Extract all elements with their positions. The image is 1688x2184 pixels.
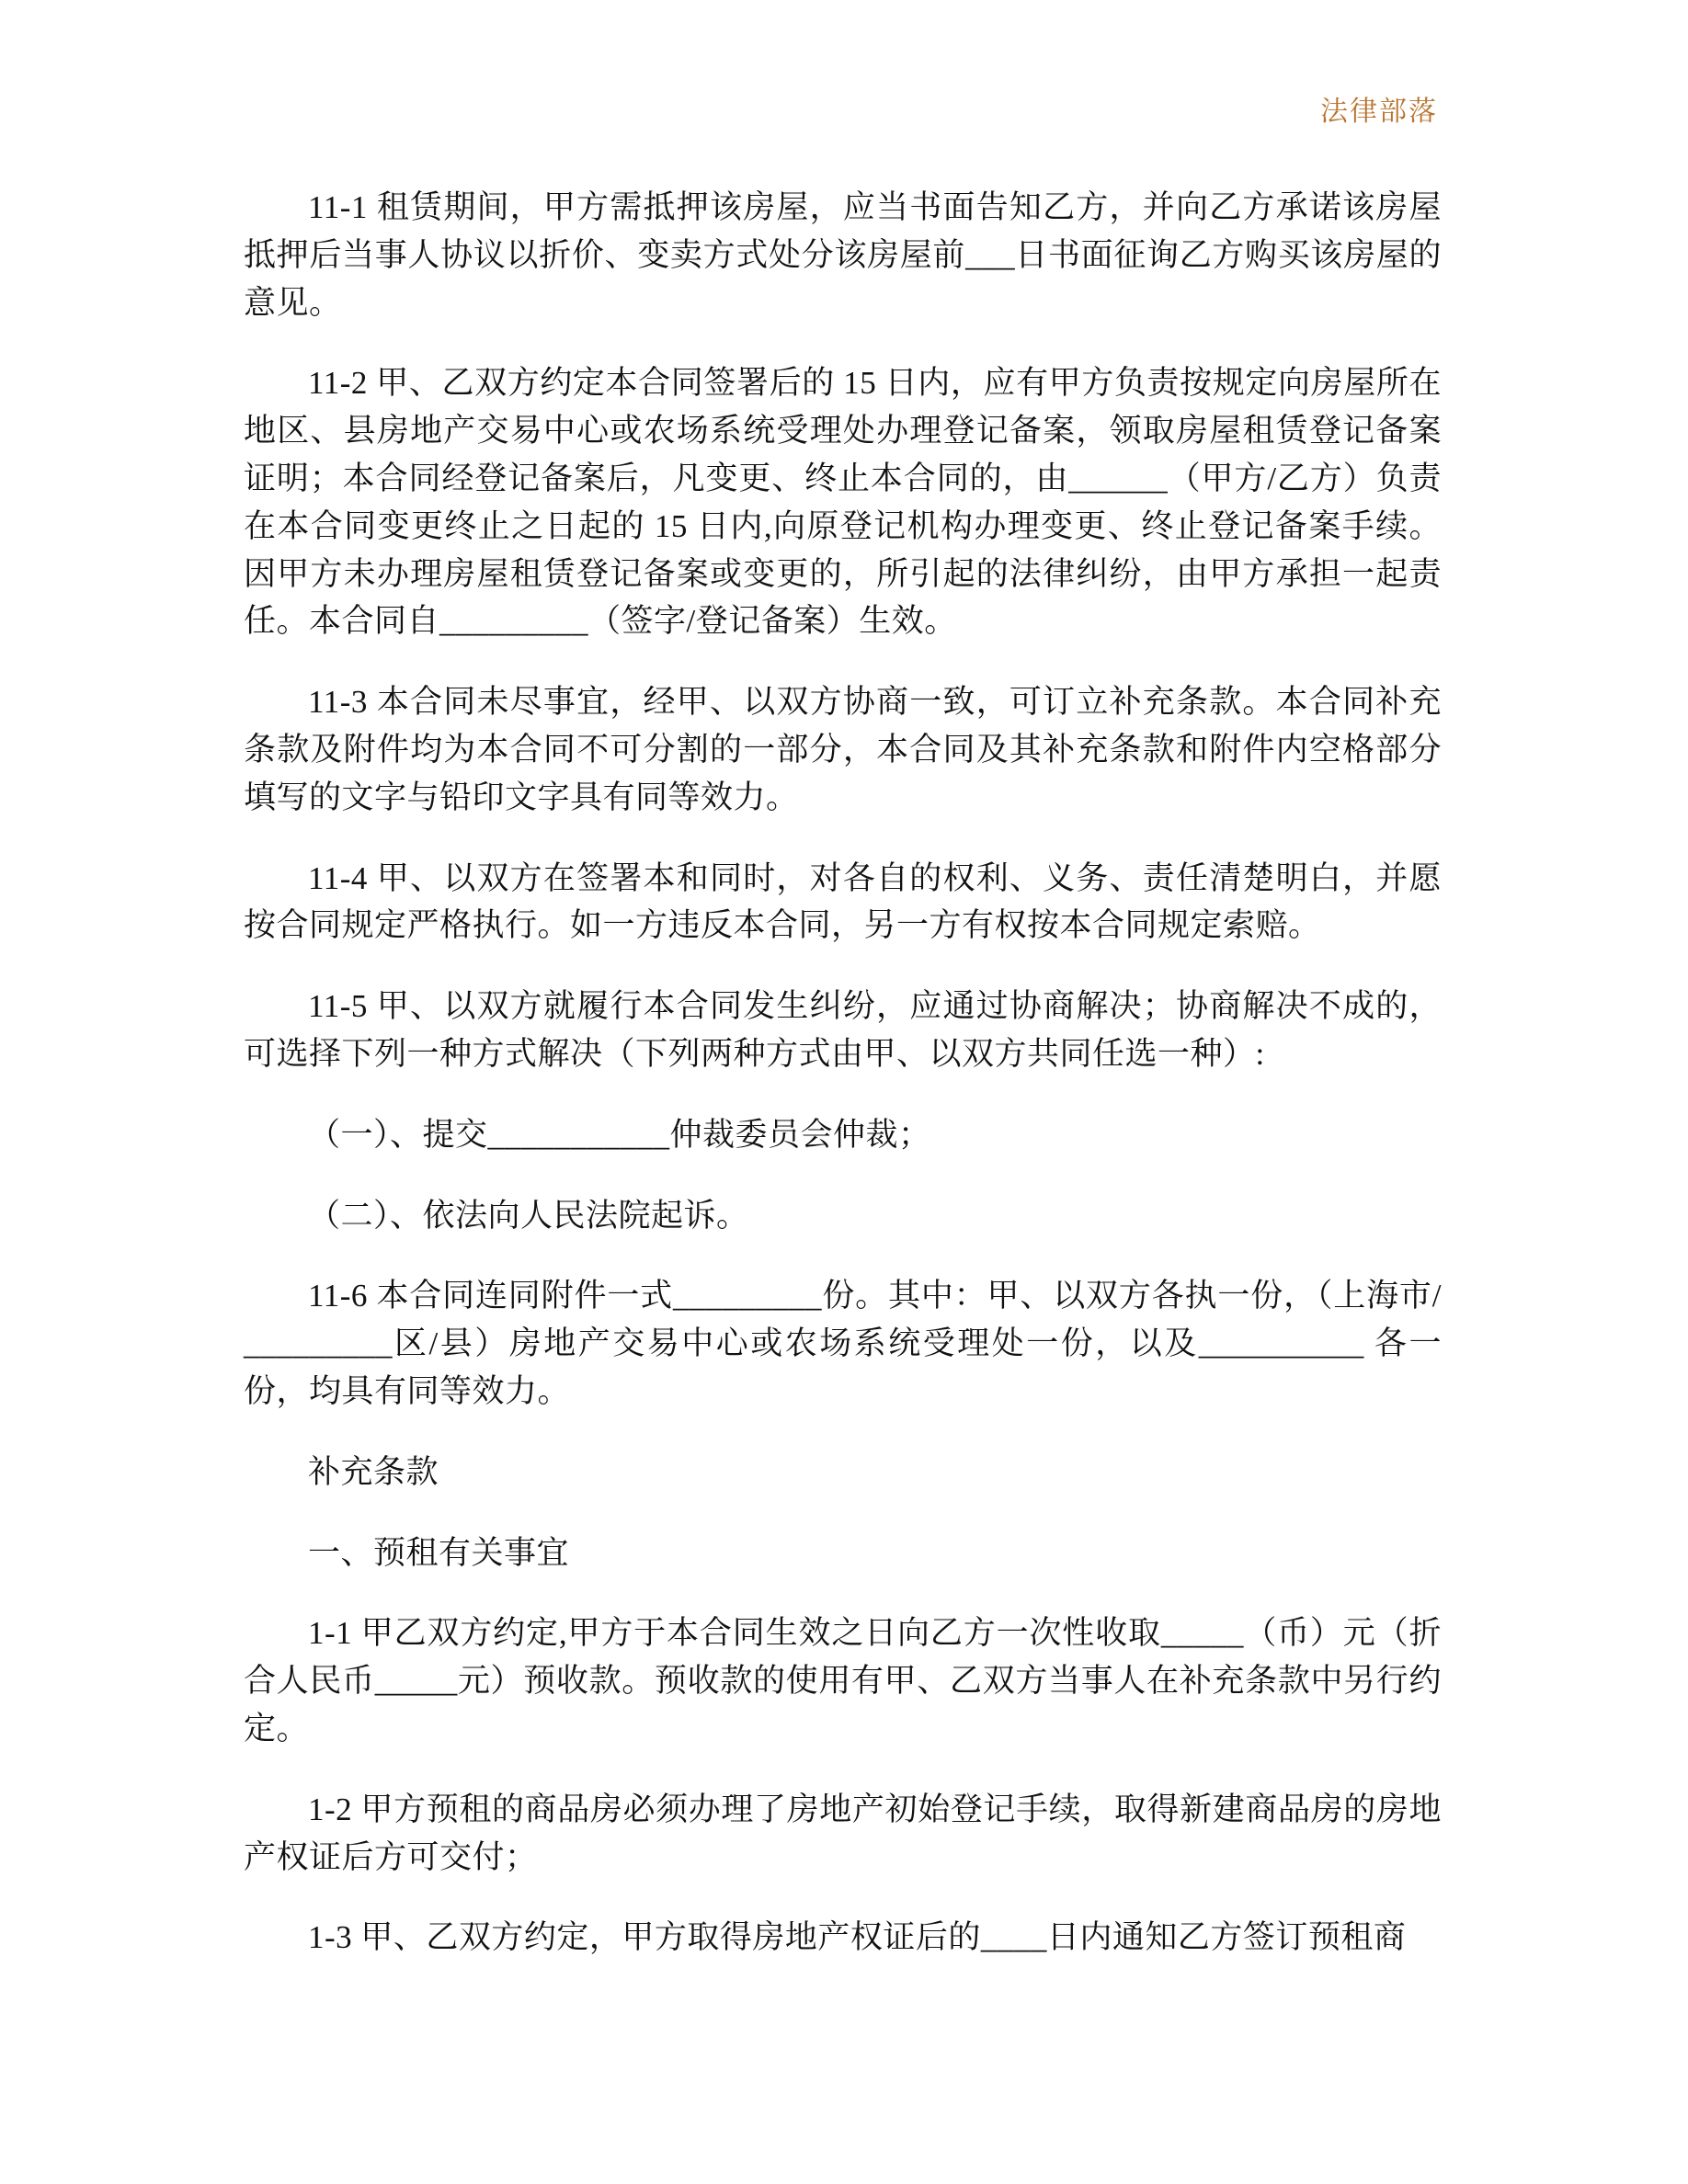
section-title-prelease-matters: 一、预租有关事宜 (308, 1534, 570, 1571)
site-watermark: 法律部落 (1320, 97, 1438, 127)
paragraph-clause-1-2: 1-2 甲方预租的商品房必须办理了房地产初始登记手续，取得新建商品房的房地产权证后方可交付； (244, 1791, 1442, 1875)
paragraph-clause-1-3: 1-3 甲、乙双方约定，甲方取得房地产权证后的____日内通知乙方签订预租商 (308, 1919, 1407, 1956)
paragraph-clause-1-1: 1-1 甲乙双方约定,甲方于本合同生效之日向乙方一次性收取_____（币）元（折合人民币_____元）预收款。预收款的使用有甲、乙双方当事人在补充条款中另行约定。 (244, 1615, 1442, 1746)
paragraph-clause-11-6: 11-6 本合同连同附件一式_________份。其中：甲、以双方各执一份，（上海市/_________区/县）房地产交易中心或农场系统受理处一份，以及__________ 各一份，均具有同等效力。 (244, 1278, 1442, 1409)
paragraph-clause-11-3: 11-3 本合同未尽事宜，经甲、以双方协商一致，可订立补充条款。本合同补充条款及附件均为本合同不可分割的一部分，本合同及其补充条款和附件内空格部分填写的文字与铅印文字具有同等效力。 (244, 684, 1442, 815)
contract-body (244, 184, 1442, 1995)
paragraph-clause-11-5: 11-5 甲、以双方就履行本合同发生纠纷，应通过协商解决；协商解决不成的，可选择下列一种方式解决（下列两种方式由甲、以双方共同任选一种）: (244, 988, 1442, 1072)
paragraph-option-arbitration: （一）、提交___________仲裁委员会仲裁； (308, 1116, 931, 1153)
paragraph-option-court: （二）、依法向人民法院起诉。 (308, 1197, 749, 1234)
paragraph-clause-11-4: 11-4 甲、以双方在签署本和同时，对各自的权利、义务、责任清楚明白，并愿按合同规定严格执行。如一方违反本合同，另一方有权按本合同规定索赔。 (244, 859, 1442, 944)
paragraph-clause-11-2: 11-2 甲、乙双方约定本合同签署后的 15 日内，应有甲方负责按规定向房屋所在地区、县房地产交易中心或农场系统受理处办理登记备案，领取房屋租赁登记备案证明；本合同经登记备案后，凡变更、终止本合同的，由______（甲方/乙方）负责在本合同变更终止之日起的 15 日内,向原登记机构办理变更、终止登记备案手续。因甲方未办理房屋租赁登记备案或变更的，所引起的法律纠纷，由甲方承担一起责任。本合同自_________（签字/登记备案）生效。 (244, 365, 1442, 640)
section-title-supplementary-clauses: 补充条款 (308, 1453, 439, 1490)
paragraph-clause-11-1: 11-1 租赁期间，甲方需抵押该房屋，应当书面告知乙方，并向乙方承诺该房屋抵押后当事人协议以折价、变卖方式处分该房屋前___日书面征询乙方购买该房屋的意见。 (244, 189, 1442, 321)
